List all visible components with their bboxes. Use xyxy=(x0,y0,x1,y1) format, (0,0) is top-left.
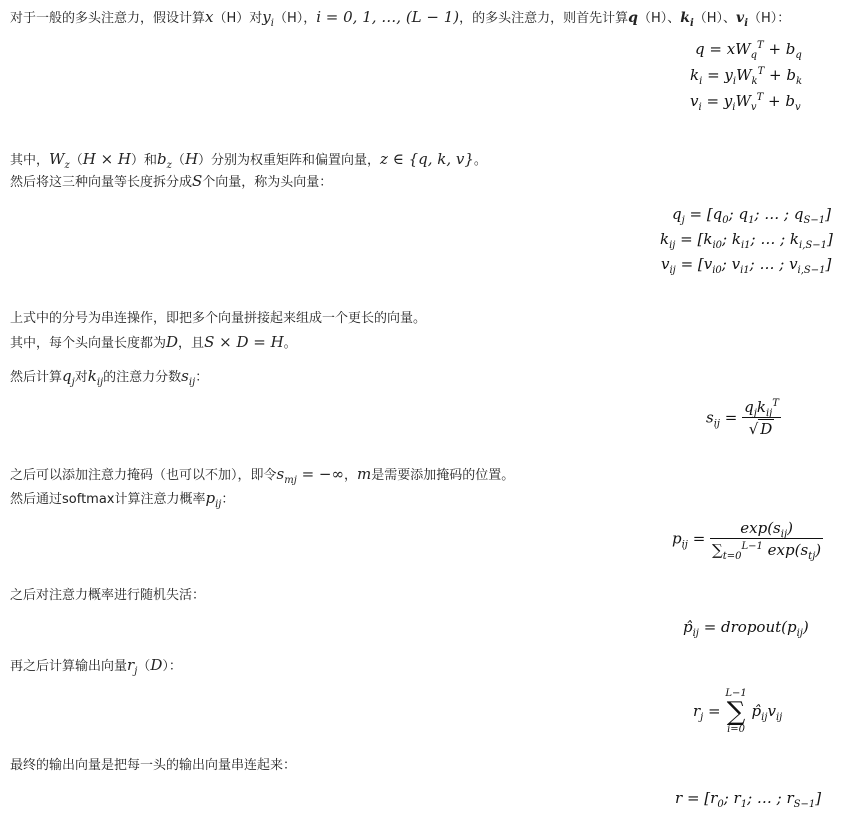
softmax-text-a: 然后通过softmax计算注意力概率 xyxy=(10,492,206,507)
math-rj: $r_j$ xyxy=(127,656,138,677)
score-text-d: ： xyxy=(195,370,209,385)
math-m: m xyxy=(357,465,372,483)
split-text-b: 个向量，称为头向量： xyxy=(202,175,333,190)
math-zset: z ∈ {q, k, v} xyxy=(380,150,474,168)
output-text-a: 再之后计算输出向量 xyxy=(10,659,128,674)
head-len-text-c: 。 xyxy=(283,336,297,351)
where-paragraph xyxy=(10,150,487,170)
math-S: S xyxy=(192,172,203,190)
output-text-c: ）： xyxy=(162,659,182,674)
mask-text-b: ， xyxy=(343,468,357,483)
math-D2: D xyxy=(150,656,163,674)
math-bz: $b_z$ xyxy=(157,150,172,171)
equation-ki: $k_i = y_iW_k^T + b_k$ xyxy=(690,66,803,87)
intro-text-b: （H）对 xyxy=(213,11,263,26)
split-paragraph xyxy=(10,172,332,192)
equation-rj: $r_j$ = L−1 ∑ i=0 $p̂_{ij}v_{ij}$ xyxy=(693,688,783,735)
math-Wz: $W_z$ xyxy=(49,150,70,171)
math-D: D xyxy=(166,333,179,351)
where-text-d: （ xyxy=(171,153,185,168)
equation-sij: $s_{ij}$ = $\frac{q_jk_{ij}^T}{√ D}$ xyxy=(706,398,779,438)
where-text-c: ）和 xyxy=(131,153,158,168)
math-H: H xyxy=(184,150,199,168)
where-text-f: 。 xyxy=(473,153,487,168)
intro-text-c: （H）， xyxy=(273,11,317,26)
output-text-b: （ xyxy=(137,659,151,674)
score-text-b: 对 xyxy=(74,370,88,385)
intro-paragraph xyxy=(10,8,790,28)
where-text-b: （ xyxy=(69,153,83,168)
mask-paragraph xyxy=(10,465,514,485)
mask-text-c: 是需要添加掩码的位置。 xyxy=(371,468,515,483)
math-SxD: S × D = H xyxy=(204,333,284,351)
equation-kij: $k_{ij} = [k_{i0}$; $k_{i1}$; … ; $k_{i,S-1}$] xyxy=(660,230,833,251)
intro-text: 对于一般的多头注意力，假设计算 xyxy=(10,11,206,26)
output-paragraph xyxy=(10,656,182,676)
head-length-paragraph xyxy=(10,333,297,353)
equation-dropout: $p̂_{ij}$ = $dropout(p_{ij})$ xyxy=(683,618,809,639)
dropout-paragraph: 之后对注意力概率进行随机失活： xyxy=(10,588,206,603)
equation-r: $r = [r_0$; $r_1$; … ; $r_{S-1}$] xyxy=(675,789,822,810)
math-ki: $k_i$ xyxy=(680,10,694,29)
where-text-e: ）分别为权重矩阵和偏置向量， xyxy=(198,153,381,168)
math-i-range: i = 0, 1, …, (L − 1) xyxy=(316,8,460,26)
equation-vij: $v_{ij} = [v_{i0}$; $v_{i1}$; … ; $v_{i,S-1}$] xyxy=(661,255,832,276)
equation-qj: $q_j = [q_0$; $q_1$; … ; $q_{S-1}$] xyxy=(672,205,831,226)
math-q: q xyxy=(628,10,638,26)
math-kij: $k_{ij}$ xyxy=(87,367,104,388)
head-len-text-b: ，且 xyxy=(178,336,205,351)
softmax-text-b: ： xyxy=(221,492,235,507)
equation-vi: $v_i = y_iW_v^T + b_v$ xyxy=(690,92,801,113)
math-smj: $s_{mj}$ = −∞ xyxy=(276,465,344,486)
intro-text-g: （H）： xyxy=(748,11,791,26)
intro-text-d: ，的多头注意力，则首先计算 xyxy=(459,11,629,26)
where-text-a: 其中， xyxy=(10,153,50,168)
intro-text-e: （H）、 xyxy=(637,11,681,26)
math-yi: $y_i$ xyxy=(262,8,274,29)
score-text-a: 然后计算 xyxy=(10,370,63,385)
math-vi: $v_i$ xyxy=(736,10,748,29)
head-len-text-a: 其中，每个头向量长度都为 xyxy=(10,336,167,351)
equation-pij: $p_{ij}$ = $\frac{\exp(s_{ij})}{\sum_{t=0}^{L-1} \exp(s_{tj})}$ xyxy=(672,519,822,562)
intro-text-f: （H）、 xyxy=(693,11,737,26)
equation-q: $q = xW_q^T + b_q$ xyxy=(695,40,802,61)
softmax-paragraph xyxy=(10,489,234,509)
math-sij: $s_{ij}$ xyxy=(181,367,196,388)
math-x: x xyxy=(205,8,214,26)
concat-note: 上式中的分号为串连操作，即把多个向量拼接起来组成一个更长的向量。 xyxy=(10,311,427,326)
math-HxH: H × H xyxy=(82,150,132,168)
mask-text-a: 之后可以添加注意力掩码（也可以不加），即令 xyxy=(10,468,277,483)
split-text: 然后将这三种向量等长度拆分成 xyxy=(10,175,193,190)
final-paragraph: 最终的输出向量是把每一头的输出向量串连起来： xyxy=(10,758,297,773)
score-text-c: 的注意力分数 xyxy=(103,370,182,385)
math-qj: $q_j$ xyxy=(62,367,75,388)
score-paragraph xyxy=(10,367,208,387)
math-pij: $p_{ij}$ xyxy=(205,489,222,510)
